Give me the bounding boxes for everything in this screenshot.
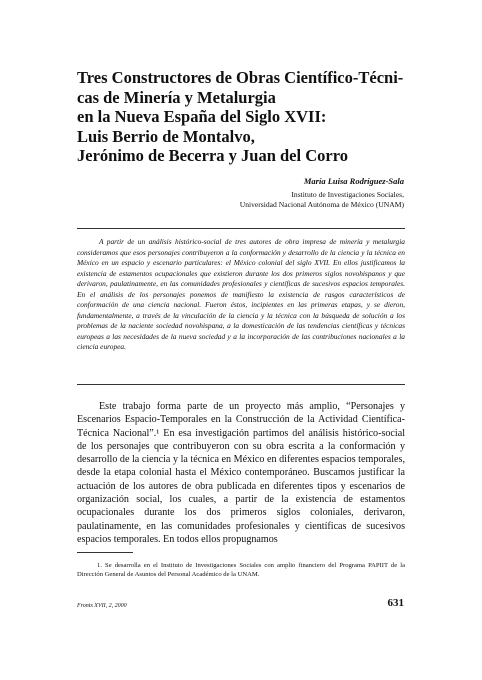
article-title (77, 68, 417, 166)
author-affiliation (240, 190, 404, 210)
title-line: Tres Constructores de Obras Científico-Técni- (77, 68, 404, 87)
abstract: A partir de un análisis histórico-social de tres autores de obra impresa de minería y metalurgia consideramos que esos personajes contribuyeron a la conformación y desarrollo de la ciencia y la técnica en México en un espacio y escenario particulares: el México colonial del siglo XVII. En ellos justificamos la existencia de estamentos ocupacionales que existieron durante los dos primeros siglos novohispanos y que derivaron, paulatinamente, en las comunidades profesionales y científicas de sucesivos espacios temporales. En el análisis de los personajes ponemos de manifiesto la existencia de rasgos característicos de conformación de una ciencia nacional. Fueron éstos, incipientes en las primeras etapas, y se dieron, fundamentalmente, a través de la vinculación de la ciencia y la técnica con la búsqueda de solución a los problemas de la naciente sociedad novohispana, a la domesticación de las tendencias científicas y técnicas europeas a las necesidades de la nueva sociedad y a la incorporación de las contribuciones nacionales a la ciencia europea. (77, 237, 405, 351)
author-name: María Luisa Rodríguez-Sala (303, 176, 404, 186)
journal-citation: Fronts XVII, 2, 2000 (77, 603, 127, 609)
title-line: cas de Minería y Metalurgia (77, 87, 276, 107)
abstract-top-rule (77, 228, 405, 229)
abstract-bottom-rule (77, 384, 405, 385)
title-line: Luis Berrio de Montalvo, (77, 126, 255, 146)
affiliation-line: Universidad Nacional Autónoma de México (UNAM) (239, 200, 404, 209)
footnote: 1. Se desarrolla en el Instituto de Investigaciones Sociales con amplio financiero del Programa PAPIIT de la Dirección General de Asuntos del Personal Académico de la UNAM. (77, 562, 405, 578)
affiliation-line: Instituto de Investigaciones Sociales, (291, 190, 404, 199)
title-line: Jerónimo de Becerra y Juan del Corro (77, 146, 348, 165)
body-paragraph: Este trabajo forma parte de un proyecto más amplio, “Personajes y Escenarios Espacio-Temporales en la Construcción de la Actividad Científica-Técnica Nacional”.¹ En esa investigación partimos del análisis histórico-social de los personajes que contribuyeron con su obra escrita a la conformación y desarrollo de la ciencia y la técnica en México en diferentes espacios temporales, desde la etapa colonial hasta el México contemporáneo. Buscamos justificar la actuación de los autores de obra publicada en diferentes tipos y escenarios de organización social, los cuales, a partir de la existencia de estamentos ocupacionales durante los dos primeros siglos coloniales, derivaron, paulatinamente, en las comunidades profesionales y científicas de sucesivos espacios temporales. En todos ellos propugnamos (77, 401, 405, 545)
title-line: en la Nueva España del Siglo XVII: (77, 107, 327, 126)
page-number: 631 (387, 597, 404, 609)
footnote-rule (77, 552, 133, 553)
